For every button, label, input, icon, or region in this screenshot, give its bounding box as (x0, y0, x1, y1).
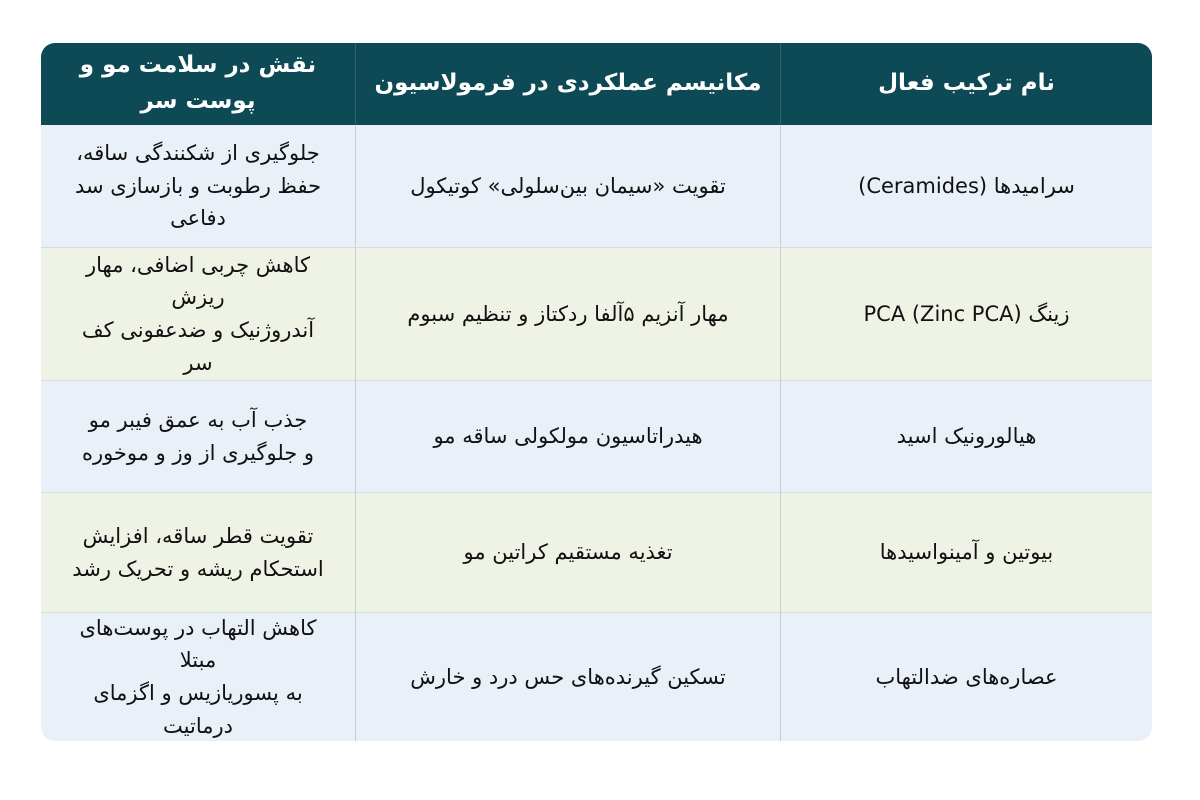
cell-mechanism: هیدراتاسیون مولکولی ساقه مو (355, 380, 780, 492)
cell-role: تقویت قطر ساقه، افزایش استحکام ریشه و تحریک رشد (41, 492, 355, 612)
cell-name: زینگ PCA (Zinc PCA) (780, 247, 1152, 380)
header-role: نقش در سلامت مو و پوست سر (41, 43, 355, 125)
cell-mechanism: تسکین گیرنده‌های حس درد و خارش (355, 612, 780, 741)
cell-role: کاهش التهاب در پوست‌های مبتلا به پسوریازیس و اگزمای درماتیت (41, 612, 355, 741)
cell-role: جلوگیری از شکنندگی ساقه، حفظ رطوبت و بازسازی سد دفاعی (41, 125, 355, 247)
cell-mechanism: مهار آنزیم ۵آلفا ردکتاز و تنظیم سبوم (355, 247, 780, 380)
cell-role: جذب آب به عمق فیبر مو و جلوگیری از وز و موخوره (41, 380, 355, 492)
cell-mechanism: تقویت «سیمان بین‌سلولی» کوتیکول (355, 125, 780, 247)
cell-name: بیوتین و آمینواسیدها (780, 492, 1152, 612)
header-mechanism: مکانیسم عملکردی در فرمولاسیون (355, 43, 780, 125)
cell-mechanism: تغذیه مستقیم کراتین مو (355, 492, 780, 612)
cell-name: عصاره‌های ضدالتهاب (780, 612, 1152, 741)
header-name: نام ترکیب فعال (780, 43, 1152, 125)
cell-role: کاهش چربی اضافی، مهار ریزش آندروژنیک و ضدعفونی کف سر (41, 247, 355, 380)
cell-name: هیالورونیک اسید (780, 380, 1152, 492)
ingredients-table (41, 43, 1152, 741)
cell-name: سرامیدها (Ceramides) (780, 125, 1152, 247)
